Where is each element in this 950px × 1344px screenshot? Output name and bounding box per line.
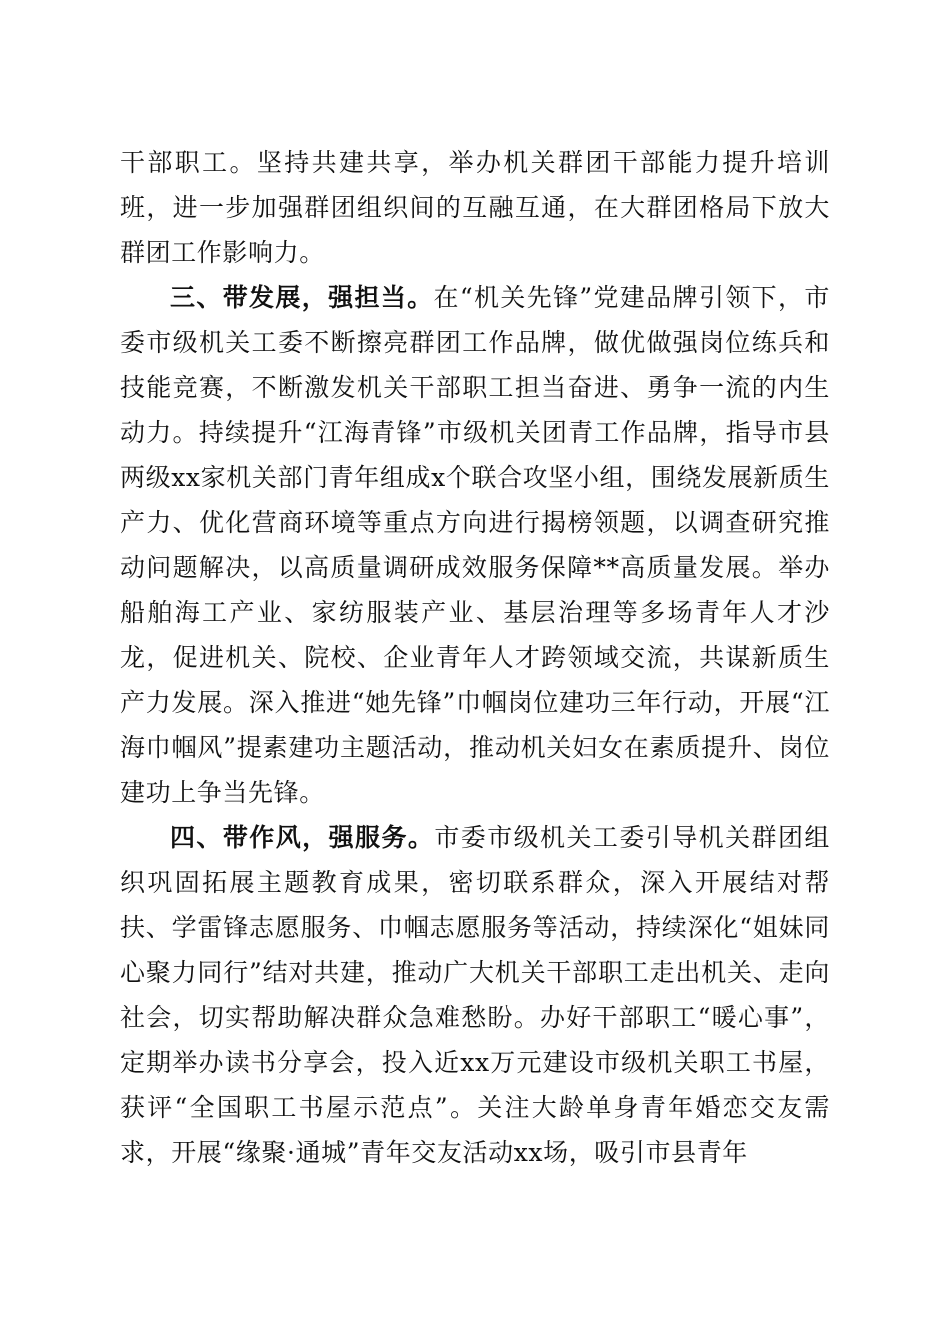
paragraph-text: 市委市级机关工委引导机关群团组织巩固拓展主题教育成果，密切联系群众，深入开展结对帮扶、学雷锋志愿服务、巾帼志愿服务等活动，持续深化“姐妹同心聚力同行”结对共建，推动广大机关干部职工走出机关、走向社会，切实帮助解决群众急难愁盼。办好干部职工“暖心事”，定期举办读书分享会，投入近xx万元建设市级机关职工书屋，获评“全国职工书屋示范点”。关注大龄单身青年婚恋交友需求，开展“缘聚·通城”青年交友活动xx场，吸引市县青年 <box>120 823 830 1167</box>
paragraph-section-four <box>120 815 830 1175</box>
section-heading: 三、带发展，强担当。 <box>170 283 434 312</box>
paragraph-text: 在“机关先锋”党建品牌引领下，市委市级机关工委不断擦亮群团工作品牌，做优做强岗位练兵和技能竞赛，不断激发机关干部职工担当奋进、勇争一流的内生动力。持续提升“江海青锋”市级机关团青工作品牌，指导市县两级xx家机关部门青年组成x个联合攻坚小组，围绕发展新质生产力、优化营商环境等重点方向进行揭榜领题，以调查研究推动问题解决，以高质量调研成效服务保障**高质量发展。举办船舶海工产业、家纺服装产业、基层治理等多场青年人才沙龙，促进机关、院校、企业青年人才跨领域交流，共谋新质生产力发展。深入推进“她先锋”巾帼岗位建功三年行动，开展“江海巾帼风”提素建功主题活动，推动机关妇女在素质提升、岗位建功上争当先锋。 <box>120 283 830 807</box>
paragraph-continuation <box>120 140 830 275</box>
document-page <box>120 140 830 1175</box>
paragraph-text: 干部职工。坚持共建共享，举办机关群团干部能力提升培训班，进一步加强群团组织间的互融互通，在大群团格局下放大群团工作影响力。 <box>120 148 830 267</box>
section-heading: 四、带作风，强服务。 <box>170 823 435 852</box>
paragraph-section-three <box>120 275 830 815</box>
